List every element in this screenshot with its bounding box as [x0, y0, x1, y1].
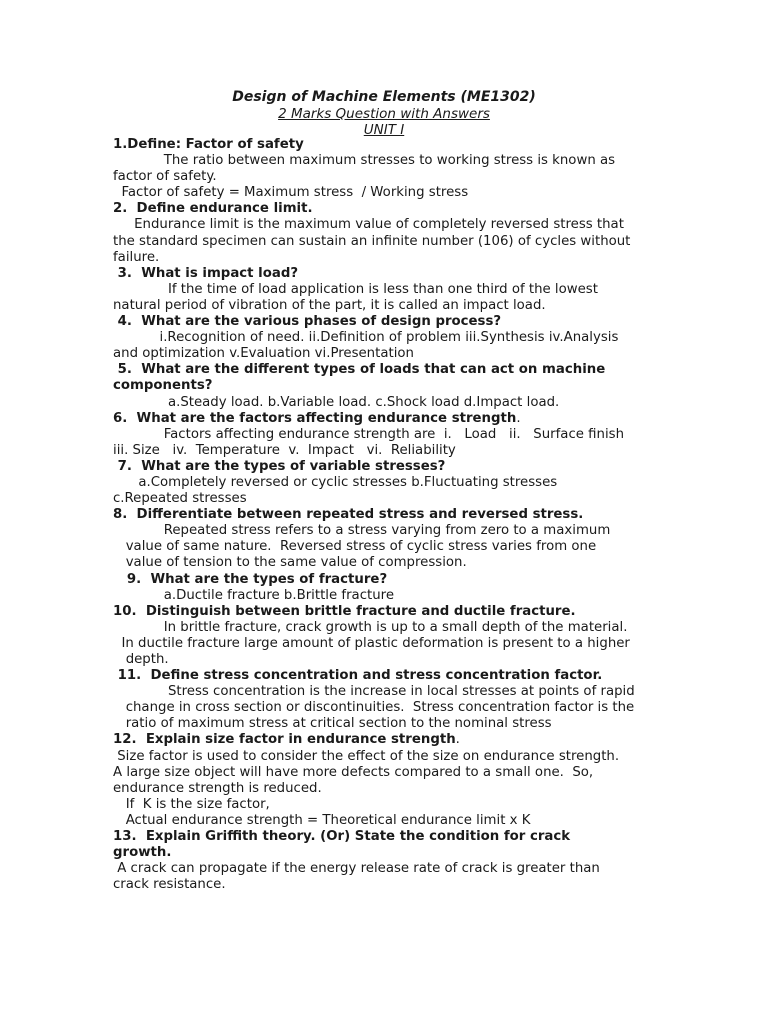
qa-item — [113, 201, 658, 265]
answer-line: Stress concentration is the increase in local stresses at points of rapid — [113, 684, 635, 700]
question-text: 10. Distinguish between brittle fracture and ductile fracture. — [113, 603, 576, 619]
qa-item — [113, 572, 658, 604]
answer-line: and optimization v.Evaluation vi.Presentation — [113, 346, 414, 362]
qa-item — [113, 604, 658, 668]
answer-line: ratio of maximum stress at critical section to the nominal stress — [113, 716, 552, 732]
answer-line: Factors affecting endurance strength are i. Load ii. Surface finish — [113, 426, 625, 442]
question-text: 4. What are the various phases of design process? — [113, 314, 502, 330]
qa-item — [113, 732, 658, 829]
answer-line: endurance strength is reduced. — [113, 780, 322, 796]
document-title: Design of Machine Elements (ME1302) — [232, 89, 536, 105]
answer-line: Factor of safety = Maximum stress / Working stress — [113, 185, 469, 201]
question-text-continued: components? — [113, 378, 213, 394]
qa-item — [113, 459, 658, 507]
answer-line: If the time of load application is less than one third of the lowest — [113, 281, 598, 297]
answer-line: A large size object will have more defects compared to a small one. So, — [113, 764, 594, 780]
answer-line: Repeated stress refers to a stress varying from zero to a maximum — [113, 523, 611, 539]
answer-line: Actual endurance strength = Theoretical endurance limit x K — [113, 812, 531, 828]
question-text: 1.Define: Factor of safety — [113, 137, 304, 152]
answer-line: failure. — [113, 249, 160, 265]
question-text: 13. Explain Griffith theory. (Or) State the condition for crack — [113, 829, 571, 845]
answer-line: a.Ductile fracture b.Brittle fracture — [113, 587, 395, 603]
question-text: 7. What are the types of variable stresses? — [113, 458, 446, 474]
qa-item — [113, 411, 658, 459]
answer-line: Endurance limit is the maximum value of completely reversed stress that — [113, 217, 624, 233]
answer-line: value of same nature. Reversed stress of cyclic stress varies from one — [113, 539, 597, 555]
answer-line: the standard specimen can sustain an infinite number (106) of cycles without — [113, 233, 631, 249]
answer-line: Size factor is used to consider the effect of the size on endurance strength. — [113, 748, 620, 764]
question-text: 5. What are the different types of loads that can act on machine — [113, 362, 606, 378]
question-text: 12. Explain size factor in endurance strength. — [113, 732, 460, 748]
question-text: 9. What are the types of fracture? — [113, 571, 388, 587]
qa-item — [113, 362, 658, 410]
qa-item — [113, 668, 658, 732]
question-text: 11. Define stress concentration and stress concentration factor. — [113, 668, 603, 684]
answer-line: value of tension to the same value of compression. — [113, 555, 467, 571]
qa-item — [113, 829, 658, 893]
answer-line: c.Repeated stresses — [113, 491, 247, 507]
answer-line: depth. — [113, 652, 169, 667]
answer-line: factor of safety. — [113, 169, 217, 185]
question-text: 6. What are the factors affecting endurance strength. — [113, 410, 521, 426]
answer-line: A crack can propagate if the energy release rate of crack is greater than — [113, 861, 600, 877]
answer-line: In brittle fracture, crack growth is up to a small depth of the material. — [113, 619, 628, 635]
answer-line: The ratio between maximum stresses to working stress is known as — [113, 153, 616, 169]
qa-item — [113, 507, 658, 571]
answer-line: a.Completely reversed or cyclic stresses b.Fluctuating stresses — [113, 474, 558, 490]
question-text-continued: growth. — [113, 845, 172, 861]
qa-item — [113, 137, 658, 201]
unit-label: UNIT I — [363, 122, 405, 138]
document-subtitle: 2 Marks Question with Answers — [278, 106, 490, 122]
document-header — [0, 89, 768, 138]
answer-line: iii. Size iv. Temperature v. Impact vi. Reliability — [113, 442, 456, 458]
answer-line: natural period of vibration of the part, it is called an impact load. — [113, 297, 546, 313]
question-text: 2. Define endurance limit. — [113, 201, 313, 217]
answer-line: In ductile fracture large amount of plastic deformation is present to a higher — [113, 635, 630, 651]
answer-line: change in cross section or discontinuities. Stress concentration factor is the — [113, 700, 635, 716]
answer-line: a.Steady load. b.Variable load. c.Shock load d.Impact load. — [113, 394, 560, 410]
answer-line: crack resistance. — [113, 877, 226, 893]
qa-item — [113, 266, 658, 314]
qa-list — [113, 137, 658, 893]
qa-item — [113, 314, 658, 362]
answer-line: i.Recognition of need. ii.Definition of problem iii.Synthesis iv.Analysis — [113, 330, 619, 346]
answer-line: If K is the size factor, — [113, 796, 270, 812]
question-text: 3. What is impact load? — [113, 265, 299, 281]
question-text: 8. Differentiate between repeated stress and reversed stress. — [113, 507, 584, 523]
